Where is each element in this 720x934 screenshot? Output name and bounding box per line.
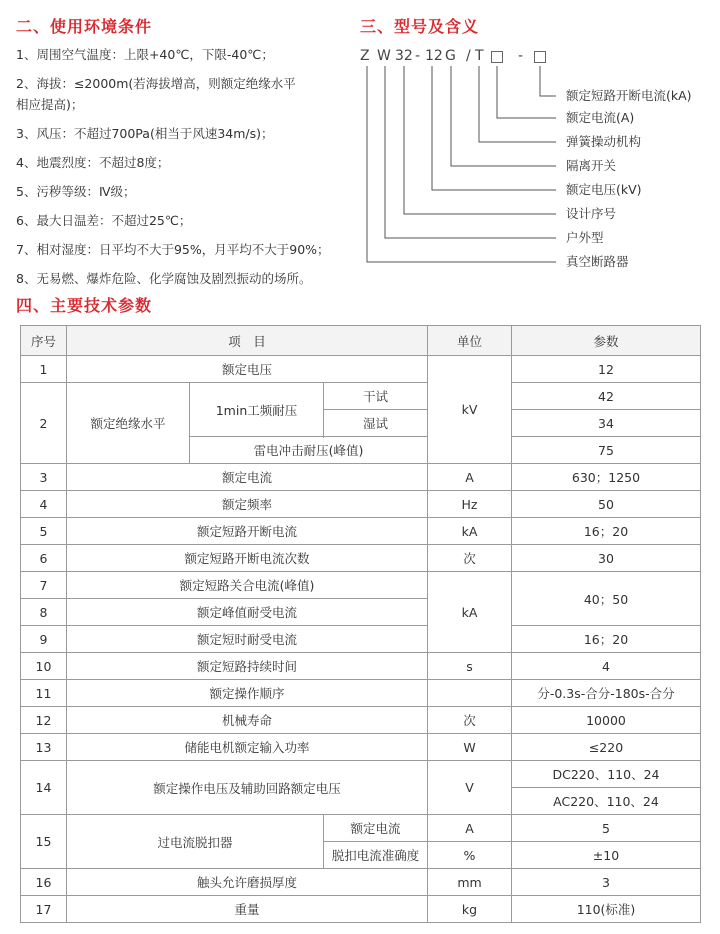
condition-item: 1、周围空气温度：上限+40℃，下限-40℃；: [16, 47, 274, 62]
row-unit: 次: [428, 707, 512, 734]
row-no: 4: [21, 491, 67, 518]
table-row: [21, 545, 701, 572]
row-value: 16；20: [512, 626, 701, 653]
row-item: 机械寿命: [67, 707, 428, 734]
row-unit: %: [428, 842, 512, 869]
condition-item: 3、风压：不超过700Pa(相当于风速34m/s)；: [16, 126, 274, 141]
row-value: 630；1250: [512, 464, 701, 491]
row-value: 110(标准): [512, 896, 701, 923]
row-no: 9: [21, 626, 67, 653]
row-value: DC220、110、24: [512, 761, 701, 788]
table-row: [21, 356, 701, 383]
row-value: ≤220: [512, 734, 701, 761]
row-unit: W: [428, 734, 512, 761]
row-unit: mm: [428, 869, 512, 896]
row-unit: Hz: [428, 491, 512, 518]
row-value: 50: [512, 491, 701, 518]
row-no: 3: [21, 464, 67, 491]
row-item: 额定操作电压及辅助回路额定电压: [67, 761, 428, 815]
row-item: 额定短时耐受电流: [67, 626, 428, 653]
row-item: 额定短路开断电流次数: [67, 545, 428, 572]
model-w: W: [377, 48, 391, 64]
table-row: [21, 707, 701, 734]
row-subitem: 干试: [324, 383, 428, 410]
model-slash: /: [466, 48, 471, 64]
row-group: 额定绝缘水平: [67, 383, 190, 464]
model-dash: -: [415, 48, 421, 64]
row-item: 储能电机额定输入功率: [67, 734, 428, 761]
condition-item: 2、海拔：≤2000m(若海拔增高，则额定绝缘水平: [16, 76, 296, 91]
row-item: 额定电流: [67, 464, 428, 491]
model-label: 额定短路开断电流(kA): [566, 88, 692, 103]
row-unit: kg: [428, 896, 512, 923]
row-value: 34: [512, 410, 701, 437]
row-value: 16；20: [512, 518, 701, 545]
model-label: 户外型: [566, 230, 604, 245]
row-subitem: 1min工频耐压: [190, 383, 324, 437]
section-parameters-title: 四、主要技术参数: [16, 296, 153, 315]
row-item: 额定电压: [67, 356, 428, 383]
row-value: 5: [512, 815, 701, 842]
row-no: 15: [21, 815, 67, 869]
row-value: 4: [512, 653, 701, 680]
row-unit: V: [428, 761, 512, 815]
table-row: [21, 491, 701, 518]
row-no: 13: [21, 734, 67, 761]
table-row: [21, 815, 701, 842]
model-label: 设计序号: [566, 206, 617, 221]
section-model-title: 三、型号及含义: [360, 17, 480, 36]
row-item: 额定短路关合电流(峰值): [67, 572, 428, 599]
table-row: [21, 761, 701, 788]
condition-item: 6、最大日温差：不超过25℃；: [16, 213, 192, 228]
model-dash: -: [518, 48, 524, 64]
condition-item: 4、地震烈度：不超过8度；: [16, 155, 170, 170]
row-group: 过电流脱扣器: [67, 815, 324, 869]
row-no: 6: [21, 545, 67, 572]
row-no: 8: [21, 599, 67, 626]
row-item: 重量: [67, 896, 428, 923]
row-value: 10000: [512, 707, 701, 734]
row-unit: A: [428, 464, 512, 491]
row-item: 额定峰值耐受电流: [67, 599, 428, 626]
row-subitem: 雷电冲击耐压(峰值): [190, 437, 428, 464]
table-row: [21, 626, 701, 653]
row-item: 触头允许磨损厚度: [67, 869, 428, 896]
row-item: 额定短路持续时间: [67, 653, 428, 680]
row-no: 16: [21, 869, 67, 896]
header-item: 项 目: [67, 326, 428, 356]
row-no: 2: [21, 383, 67, 464]
row-no: 12: [21, 707, 67, 734]
header-no: 序号: [21, 326, 67, 356]
condition-item: 5、污秽等级：Ⅳ级；: [16, 184, 136, 199]
model-label: 额定电流(A): [566, 110, 635, 125]
row-subitem: 脱扣电流准确度: [324, 842, 428, 869]
row-item: 额定频率: [67, 491, 428, 518]
table-header-row: [21, 326, 701, 356]
row-value: 分-0.3s-合分-180s-合分: [512, 680, 701, 707]
table-row: [21, 383, 701, 410]
model-label: 弹簧操动机构: [566, 134, 642, 149]
row-value: 12: [512, 356, 701, 383]
table-row: [21, 653, 701, 680]
row-subitem: 额定电流: [324, 815, 428, 842]
row-item: 额定操作顺序: [67, 680, 428, 707]
model-z: Z: [360, 48, 370, 64]
row-unit: s: [428, 653, 512, 680]
section-environment-title: 二、使用环境条件: [16, 17, 153, 36]
header-value: 参数: [512, 326, 701, 356]
model-placeholder-box: [534, 51, 546, 63]
row-value: 30: [512, 545, 701, 572]
row-value: 40；50: [512, 572, 701, 626]
row-no: 11: [21, 680, 67, 707]
model-g: G: [445, 48, 456, 64]
condition-item: 8、无易燃、爆炸危险、化学腐蚀及剧烈振动的场所。: [16, 271, 312, 286]
table-row: [21, 572, 701, 599]
row-item: 额定短路开断电流: [67, 518, 428, 545]
model-label: 真空断路器: [566, 254, 629, 269]
row-no: 10: [21, 653, 67, 680]
row-unit: kV: [428, 356, 512, 464]
row-unit: kA: [428, 572, 512, 653]
table-row: [21, 734, 701, 761]
row-no: 5: [21, 518, 67, 545]
row-unit: 次: [428, 545, 512, 572]
row-unit: kA: [428, 518, 512, 545]
table-row: [21, 869, 701, 896]
model-label: 隔离开关: [566, 158, 617, 173]
row-unit: A: [428, 815, 512, 842]
row-no: 1: [21, 356, 67, 383]
table-row: [21, 464, 701, 491]
model-t: T: [475, 48, 484, 64]
row-value: 75: [512, 437, 701, 464]
row-no: 14: [21, 761, 67, 815]
row-no: 7: [21, 572, 67, 599]
model-voltage: 12: [425, 48, 443, 64]
row-unit: [428, 680, 512, 707]
table-row: [21, 518, 701, 545]
condition-item: 7、相对湿度：日平均不大于95%，月平均不大于90%；: [16, 242, 330, 257]
row-value: ±10: [512, 842, 701, 869]
parameters-table: [20, 325, 701, 923]
table-row: [21, 680, 701, 707]
model-placeholder-box: [491, 51, 503, 63]
row-value: 42: [512, 383, 701, 410]
header-unit: 单位: [428, 326, 512, 356]
row-value: AC220、110、24: [512, 788, 701, 815]
model-label: 额定电压(kV): [566, 182, 642, 197]
table-row: [21, 896, 701, 923]
row-no: 17: [21, 896, 67, 923]
row-subitem: 湿试: [324, 410, 428, 437]
condition-item: 相应提高)；: [16, 97, 84, 112]
model-design-number: 32: [395, 48, 413, 64]
row-value: 3: [512, 869, 701, 896]
